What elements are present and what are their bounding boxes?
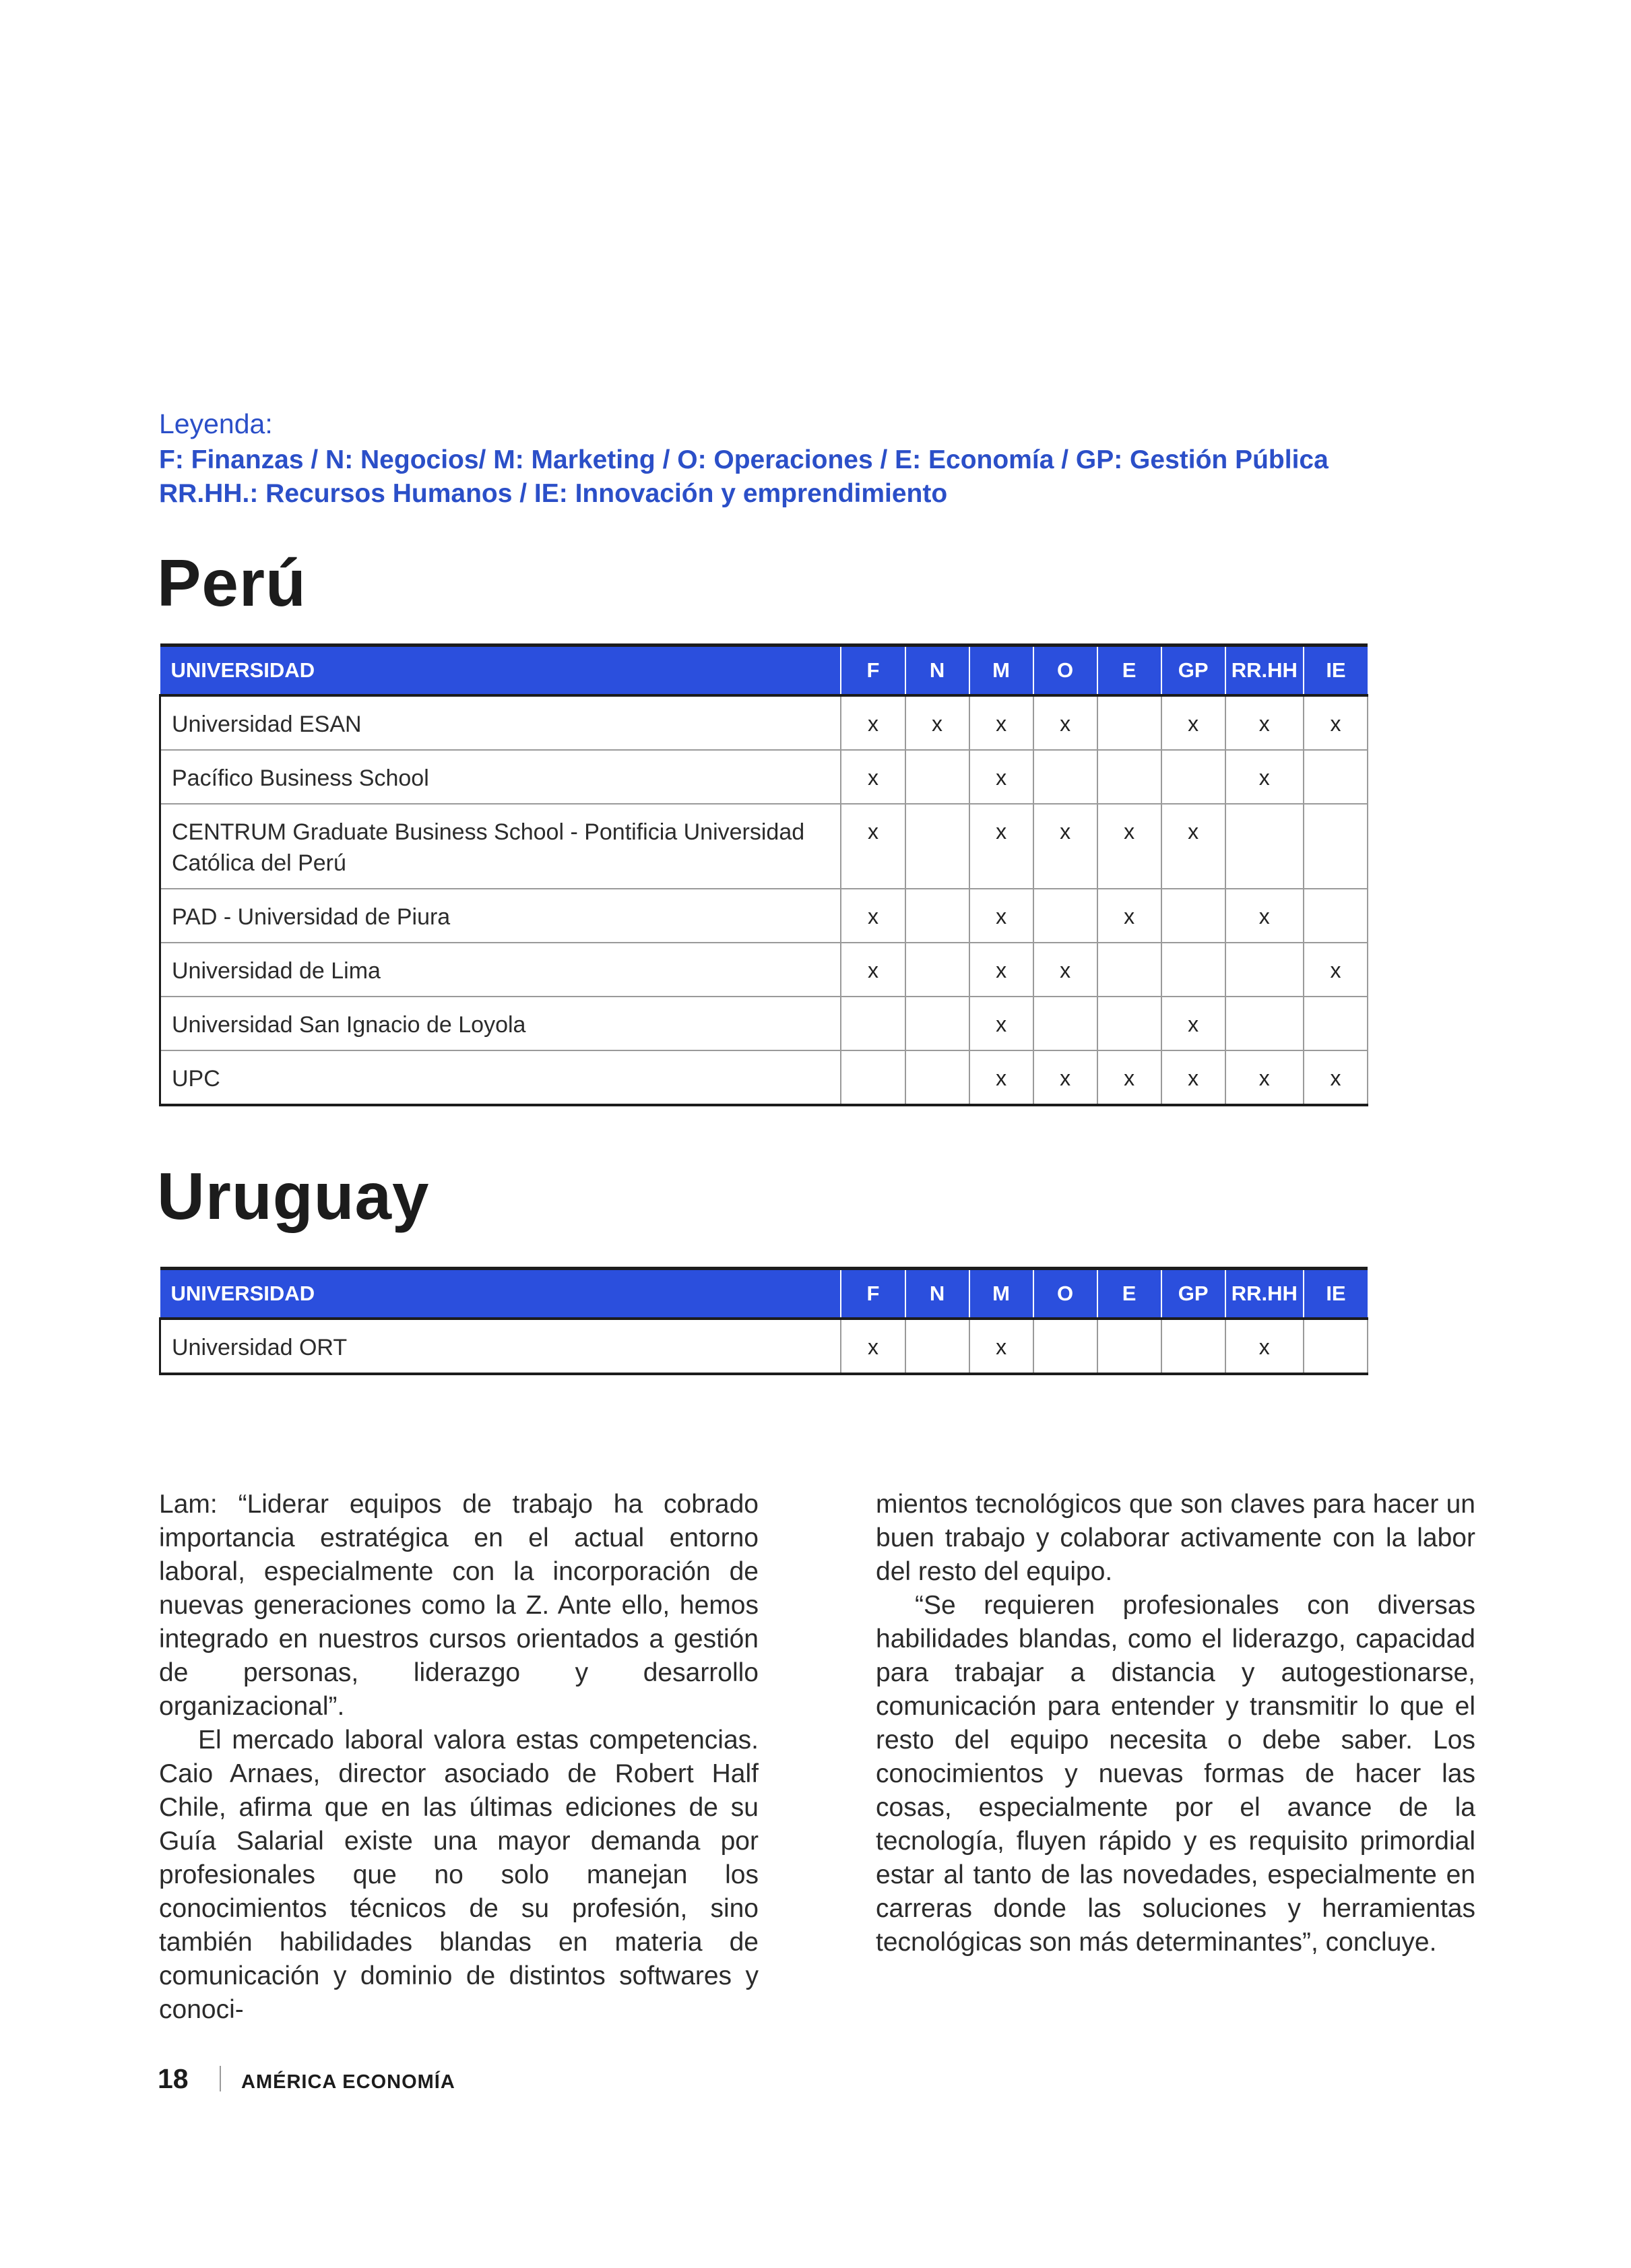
- mark-cell-o: [1033, 997, 1097, 1050]
- header-o: O: [1033, 1269, 1097, 1319]
- university-table-peru: [159, 643, 1368, 1106]
- mark-cell-e: x: [1097, 1050, 1161, 1105]
- mark-cell-gp: x: [1161, 997, 1225, 1050]
- article-paragraph: “Se requieren profesionales con diversas habilidades blandas, como el liderazgo, capacidad para trabajar a distancia y autogestionarse, comunicación para entender y transmitir lo que el resto del equipo necesita o debe saber. Los conocimientos y nuevas formas de hacer las cosas, especialmente por el avance de la tecnología, fluyen rápido y es requisito primordial estar al tanto de las novedades, especialmente en carreras donde las soluciones y herramientas tecnológicas son más determinantes”, concluye.: [876, 1591, 1475, 1957]
- mark-cell-e: [1097, 943, 1161, 997]
- table-row: [160, 695, 1368, 750]
- mark-cell-o: [1033, 1319, 1097, 1374]
- mark-cell-n: [905, 804, 969, 889]
- university-name: Universidad San Ignacio de Loyola: [160, 997, 841, 1050]
- table-row: [160, 750, 1368, 804]
- mark-cell-e: x: [1097, 804, 1161, 889]
- footer-divider: [220, 2066, 221, 2091]
- table-header-row: [160, 1269, 1368, 1319]
- mark-cell-ie: x: [1304, 943, 1368, 997]
- header-o: O: [1033, 645, 1097, 695]
- legend-line-1: F: Finanzas / N: Negocios/ M: Marketing / O: Operaciones / E: Economía / GP: Gestión Pública: [159, 445, 1329, 474]
- mark-cell-ie: [1304, 750, 1368, 804]
- mark-cell-gp: [1161, 943, 1225, 997]
- mark-cell-gp: x: [1161, 804, 1225, 889]
- header-n: N: [905, 1269, 969, 1319]
- country-title-uruguay: Uruguay: [157, 1159, 430, 1233]
- mark-cell-o: [1033, 889, 1097, 943]
- article-paragraph: mientos tecnológicos que son claves para hacer un buen trabajo y colaborar activamente con la labor del resto del equipo.: [876, 1490, 1475, 1586]
- table-row: [160, 889, 1368, 943]
- university-name: Universidad de Lima: [160, 943, 841, 997]
- header-ie: IE: [1304, 645, 1368, 695]
- mark-cell-e: [1097, 750, 1161, 804]
- university-name: Universidad ESAN: [160, 695, 841, 750]
- header-n: N: [905, 645, 969, 695]
- country-title-peru: Perú: [157, 546, 307, 620]
- mark-cell-e: x: [1097, 889, 1161, 943]
- header-universidad: UNIVERSIDAD: [160, 645, 841, 695]
- mark-cell-f: [841, 997, 905, 1050]
- header-e: E: [1097, 1269, 1161, 1319]
- university-name: Pacífico Business School: [160, 750, 841, 804]
- mark-cell-rrhh: x: [1225, 889, 1304, 943]
- mark-cell-f: x: [841, 750, 905, 804]
- header-f: F: [841, 1269, 905, 1319]
- legend-title: Leyenda:: [159, 408, 273, 439]
- mark-cell-gp: [1161, 889, 1225, 943]
- mark-cell-m: x: [969, 943, 1033, 997]
- header-m: M: [969, 645, 1033, 695]
- header-rrhh: RR.HH: [1225, 645, 1304, 695]
- mark-cell-ie: [1304, 889, 1368, 943]
- mark-cell-ie: [1304, 804, 1368, 889]
- mark-cell-m: x: [969, 1319, 1033, 1374]
- mark-cell-m: x: [969, 695, 1033, 750]
- mark-cell-gp: [1161, 1319, 1225, 1374]
- mark-cell-f: x: [841, 804, 905, 889]
- mark-cell-n: [905, 1319, 969, 1374]
- mark-cell-m: x: [969, 889, 1033, 943]
- header-e: E: [1097, 645, 1161, 695]
- mark-cell-ie: [1304, 1319, 1368, 1374]
- mark-cell-e: [1097, 695, 1161, 750]
- mark-cell-o: x: [1033, 695, 1097, 750]
- mark-cell-gp: x: [1161, 1050, 1225, 1105]
- mark-cell-n: [905, 889, 969, 943]
- header-f: F: [841, 645, 905, 695]
- header-m: M: [969, 1269, 1033, 1319]
- mark-cell-n: x: [905, 695, 969, 750]
- mark-cell-e: [1097, 997, 1161, 1050]
- mark-cell-m: x: [969, 997, 1033, 1050]
- university-name: PAD - Universidad de Piura: [160, 889, 841, 943]
- article-paragraph: El mercado laboral valora estas competencias. Caio Arnaes, director asociado de Robert Half Chile, afirma que en las últimas ediciones de su Guía Salarial existe una mayor demanda por profesionales que no solo manejan los conocimientos técnicos de su profesión, sino también habilidades blandas en materia de comunicación y dominio de distintos softwares y conoci-: [159, 1726, 759, 2024]
- mark-cell-o: x: [1033, 943, 1097, 997]
- mark-cell-n: [905, 750, 969, 804]
- mark-cell-f: x: [841, 943, 905, 997]
- mark-cell-rrhh: [1225, 997, 1304, 1050]
- mark-cell-f: x: [841, 889, 905, 943]
- header-ie: IE: [1304, 1269, 1368, 1319]
- mark-cell-o: [1033, 750, 1097, 804]
- mark-cell-e: [1097, 1319, 1161, 1374]
- mark-cell-m: x: [969, 804, 1033, 889]
- legend: [159, 404, 1439, 511]
- legend-line-2: RR.HH.: Recursos Humanos / IE: Innovación y emprendimiento: [159, 479, 948, 508]
- mark-cell-m: x: [969, 750, 1033, 804]
- mark-cell-f: x: [841, 1319, 905, 1374]
- table-row: [160, 943, 1368, 997]
- university-name: UPC: [160, 1050, 841, 1105]
- mark-cell-rrhh: x: [1225, 1050, 1304, 1105]
- mark-cell-o: x: [1033, 804, 1097, 889]
- university-name: CENTRUM Graduate Business School - Pontificia Universidad Católica del Perú: [160, 804, 841, 889]
- mark-cell-ie: x: [1304, 695, 1368, 750]
- mark-cell-rrhh: x: [1225, 750, 1304, 804]
- mark-cell-n: [905, 997, 969, 1050]
- publication-name: AMÉRICA ECONOMÍA: [241, 2071, 455, 2093]
- table-row: [160, 1319, 1368, 1374]
- mark-cell-rrhh: x: [1225, 695, 1304, 750]
- mark-cell-gp: [1161, 750, 1225, 804]
- article-paragraph: Lam: “Liderar equipos de trabajo ha cobrado importancia estratégica en el actual entorno laboral, especialmente con la incorporación de nuevas generaciones como la Z. Ante ello, hemos integrado en nuestros cursos orientados a gestión de personas, liderazgo y desarrollo organizacional”.: [159, 1490, 759, 1721]
- mark-cell-ie: x: [1304, 1050, 1368, 1105]
- mark-cell-rrhh: [1225, 943, 1304, 997]
- mark-cell-n: [905, 943, 969, 997]
- table-row: [160, 1050, 1368, 1105]
- article-column-left: [159, 1488, 759, 2027]
- university-name: Universidad ORT: [160, 1319, 841, 1374]
- header-universidad: UNIVERSIDAD: [160, 1269, 841, 1319]
- mark-cell-rrhh: x: [1225, 1319, 1304, 1374]
- mark-cell-ie: [1304, 997, 1368, 1050]
- header-rrhh: RR.HH: [1225, 1269, 1304, 1319]
- mark-cell-o: x: [1033, 1050, 1097, 1105]
- mark-cell-f: [841, 1050, 905, 1105]
- mark-cell-f: x: [841, 695, 905, 750]
- header-gp: GP: [1161, 1269, 1225, 1319]
- mark-cell-rrhh: [1225, 804, 1304, 889]
- university-table-uruguay: [159, 1267, 1368, 1375]
- table-row: [160, 804, 1368, 889]
- table-row: [160, 997, 1368, 1050]
- header-gp: GP: [1161, 645, 1225, 695]
- article-column-right: [876, 1488, 1475, 1959]
- mark-cell-m: x: [969, 1050, 1033, 1105]
- mark-cell-n: [905, 1050, 969, 1105]
- page-number: 18: [158, 2063, 189, 2094]
- mark-cell-gp: x: [1161, 695, 1225, 750]
- table-header-row: [160, 645, 1368, 695]
